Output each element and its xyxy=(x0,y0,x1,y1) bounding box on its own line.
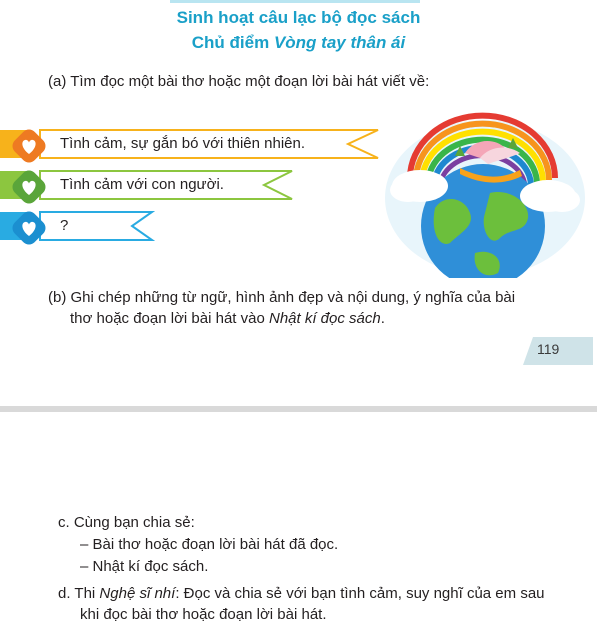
heart-icon xyxy=(12,170,46,204)
part-b-line1: (b) Ghi chép những từ ngữ, hình ảnh đẹp và nội dung, ý nghĩa của bài xyxy=(48,289,516,306)
option-ribbon-nature xyxy=(0,129,380,159)
part-c-item: – Nhật kí đọc sách. xyxy=(80,558,209,575)
part-d-line1: d. Thi Nghệ sĩ nhí: Đọc và chia sẻ với bạn tình cảm, suy nghĩ của em sau xyxy=(58,585,545,602)
page-number-tab xyxy=(523,336,593,366)
part-a-prompt: (a) Tìm đọc một bài thơ hoặc một đoạn lời bài hát viết về: xyxy=(48,73,430,90)
part-c-item: – Bài thơ hoặc đoạn lời bài hát đã đọc. xyxy=(80,536,339,553)
globe-icon xyxy=(380,108,585,278)
option-ribbon-other xyxy=(0,211,155,241)
part-d-line2: khi đọc bài thơ hoặc đoạn lời bài hát. xyxy=(80,606,327,623)
heart-icon xyxy=(12,129,46,163)
header-decoration xyxy=(170,0,420,3)
part-b-line2: thơ hoặc đoạn lời bài hát vào Nhật kí đọc sách. xyxy=(70,310,385,327)
rainbow-globe-illustration xyxy=(380,108,585,278)
page-subtitle: Chủ điểm Vòng tay thân ái xyxy=(191,33,406,52)
option-label: Tình cảm với con người. xyxy=(60,176,224,193)
part-c-heading: c. Cùng bạn chia sẻ: xyxy=(58,514,195,531)
page-divider xyxy=(0,406,597,412)
page-title: Sinh hoạt câu lạc bộ đọc sách xyxy=(176,8,421,27)
heart-icon xyxy=(12,211,46,245)
page-number: 119 xyxy=(537,341,560,357)
option-ribbon-people xyxy=(0,170,295,200)
option-label: Tình cảm, sự gắn bó với thiên nhiên. xyxy=(60,135,306,152)
option-label: ? xyxy=(60,217,69,234)
